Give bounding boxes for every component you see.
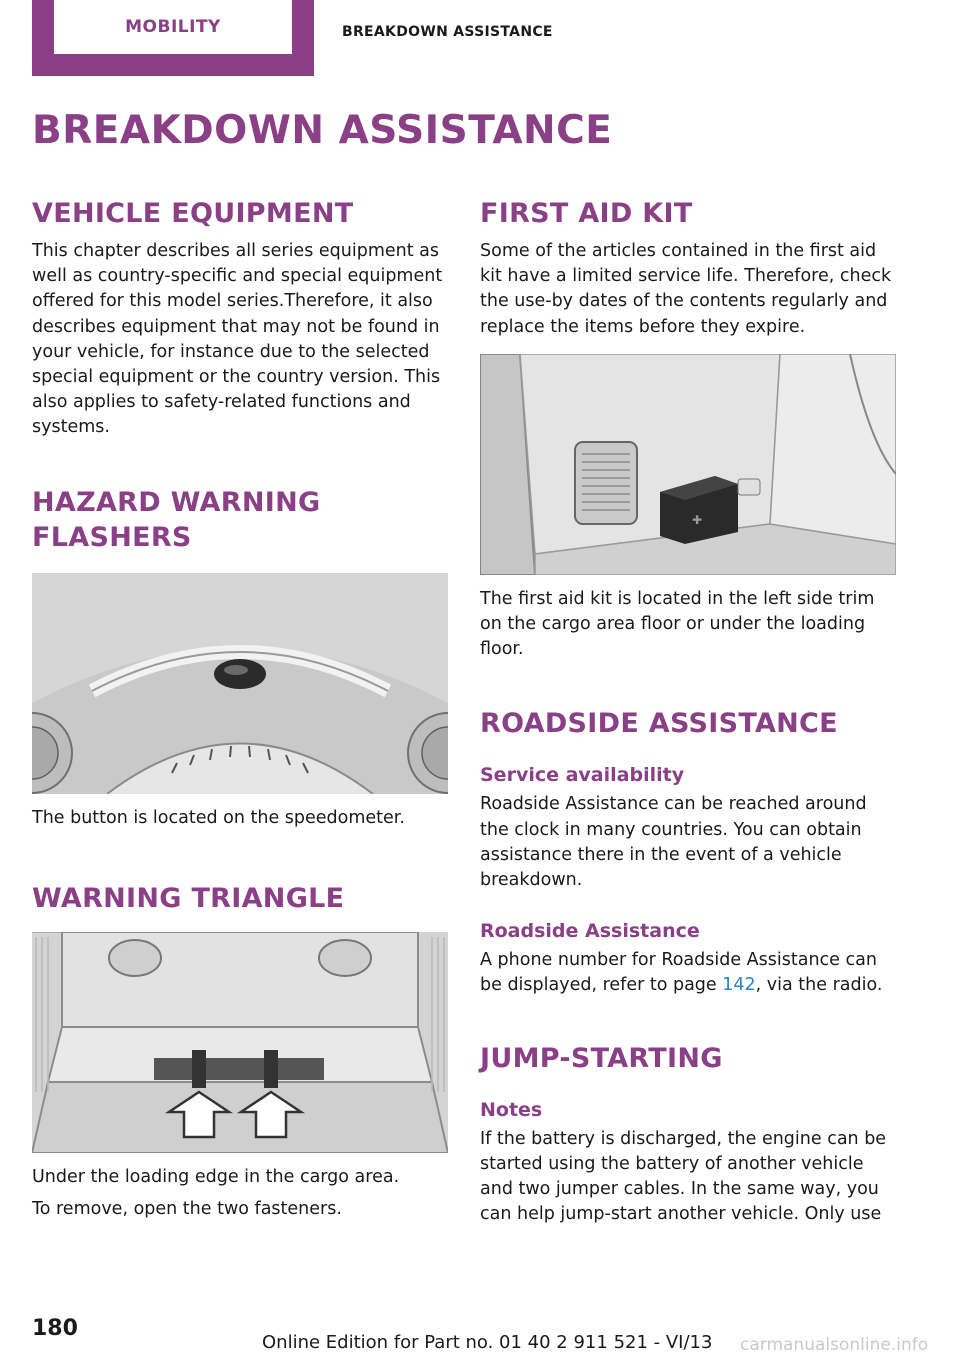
hazard-button-figure	[32, 573, 448, 794]
page-title: BREAKDOWN ASSISTANCE	[32, 108, 613, 153]
edition-footer: Online Edition for Part no. 01 40 2 911 521 - VI/13	[262, 1332, 713, 1353]
page-number: 180	[32, 1316, 78, 1341]
page-reference-link[interactable]: 142	[722, 975, 756, 996]
section-tab-label: MOBILITY	[125, 17, 221, 37]
breadcrumb: BREAKDOWN ASSISTANCE	[342, 24, 553, 40]
cargo-area-illustration	[32, 932, 448, 1153]
first-aid-figure	[480, 354, 896, 575]
notes-subheading: Notes	[480, 1098, 543, 1121]
roadside-assistance-text: A phone number for Roadside Assistance can be displayed, refer to page 142, via the radio.	[480, 950, 883, 996]
vehicle-equipment-text: This chapter describes all series equipment as well as country-specific and special equipment offered for this model series.Therefore, it also describes equipment that may not be found in your vehicle, for instance due to the selected special equipment or the country version. This also applies to safety-related functions and systems.	[32, 241, 443, 438]
roadside-assistance-subheading: Roadside Assistance	[480, 920, 700, 943]
speedometer-illustration	[32, 573, 448, 794]
first-aid-caption: The first aid kit is located in the left side trim on the cargo area floor or under the loading floor.	[480, 588, 875, 660]
service-availability-subheading: Service availability	[480, 764, 685, 787]
vehicle-equipment-heading: VEHICLE EQUIPMENT	[32, 198, 354, 229]
section-tab	[32, 0, 314, 76]
jump-starting-heading: JUMP-STARTING	[480, 1042, 723, 1074]
warning-triangle-caption-1: Under the loading edge in the cargo area.	[32, 1166, 400, 1187]
service-availability-text: Roadside Assistance can be reached around the clock in many countries. You can obtain assistance there in the event of a vehicle breakdown.	[480, 794, 867, 891]
roadside-assistance-heading: ROADSIDE ASSISTANCE	[480, 708, 838, 740]
watermark: carmanualsonline.info	[740, 1335, 929, 1355]
warning-triangle-heading: WARNING TRIANGLE	[32, 882, 345, 914]
first-aid-kit-illustration	[480, 354, 896, 575]
right-column	[480, 196, 896, 1227]
warning-triangle-figure	[32, 932, 448, 1153]
hazard-caption: The button is located on the speedometer.	[32, 807, 405, 828]
svg-text:✚: ✚	[692, 512, 703, 527]
left-column	[32, 196, 448, 1222]
first-aid-heading: FIRST AID KIT	[480, 198, 693, 229]
first-aid-text: Some of the articles contained in the first aid kit have a limited service life. Therefore, check the use-by dates of the contents regularly and replace the items before they expire.	[480, 241, 892, 337]
warning-triangle-caption-2: To remove, open the two fasteners.	[32, 1199, 342, 1220]
hazard-heading: HAZARD WARNING FLASHERS	[32, 486, 321, 553]
jump-starting-text: If the battery is discharged, the engine can be started using the battery of another vehicle and two jumper cables. In the same way, you can help jump-start another vehicle. Only use	[480, 1128, 887, 1225]
